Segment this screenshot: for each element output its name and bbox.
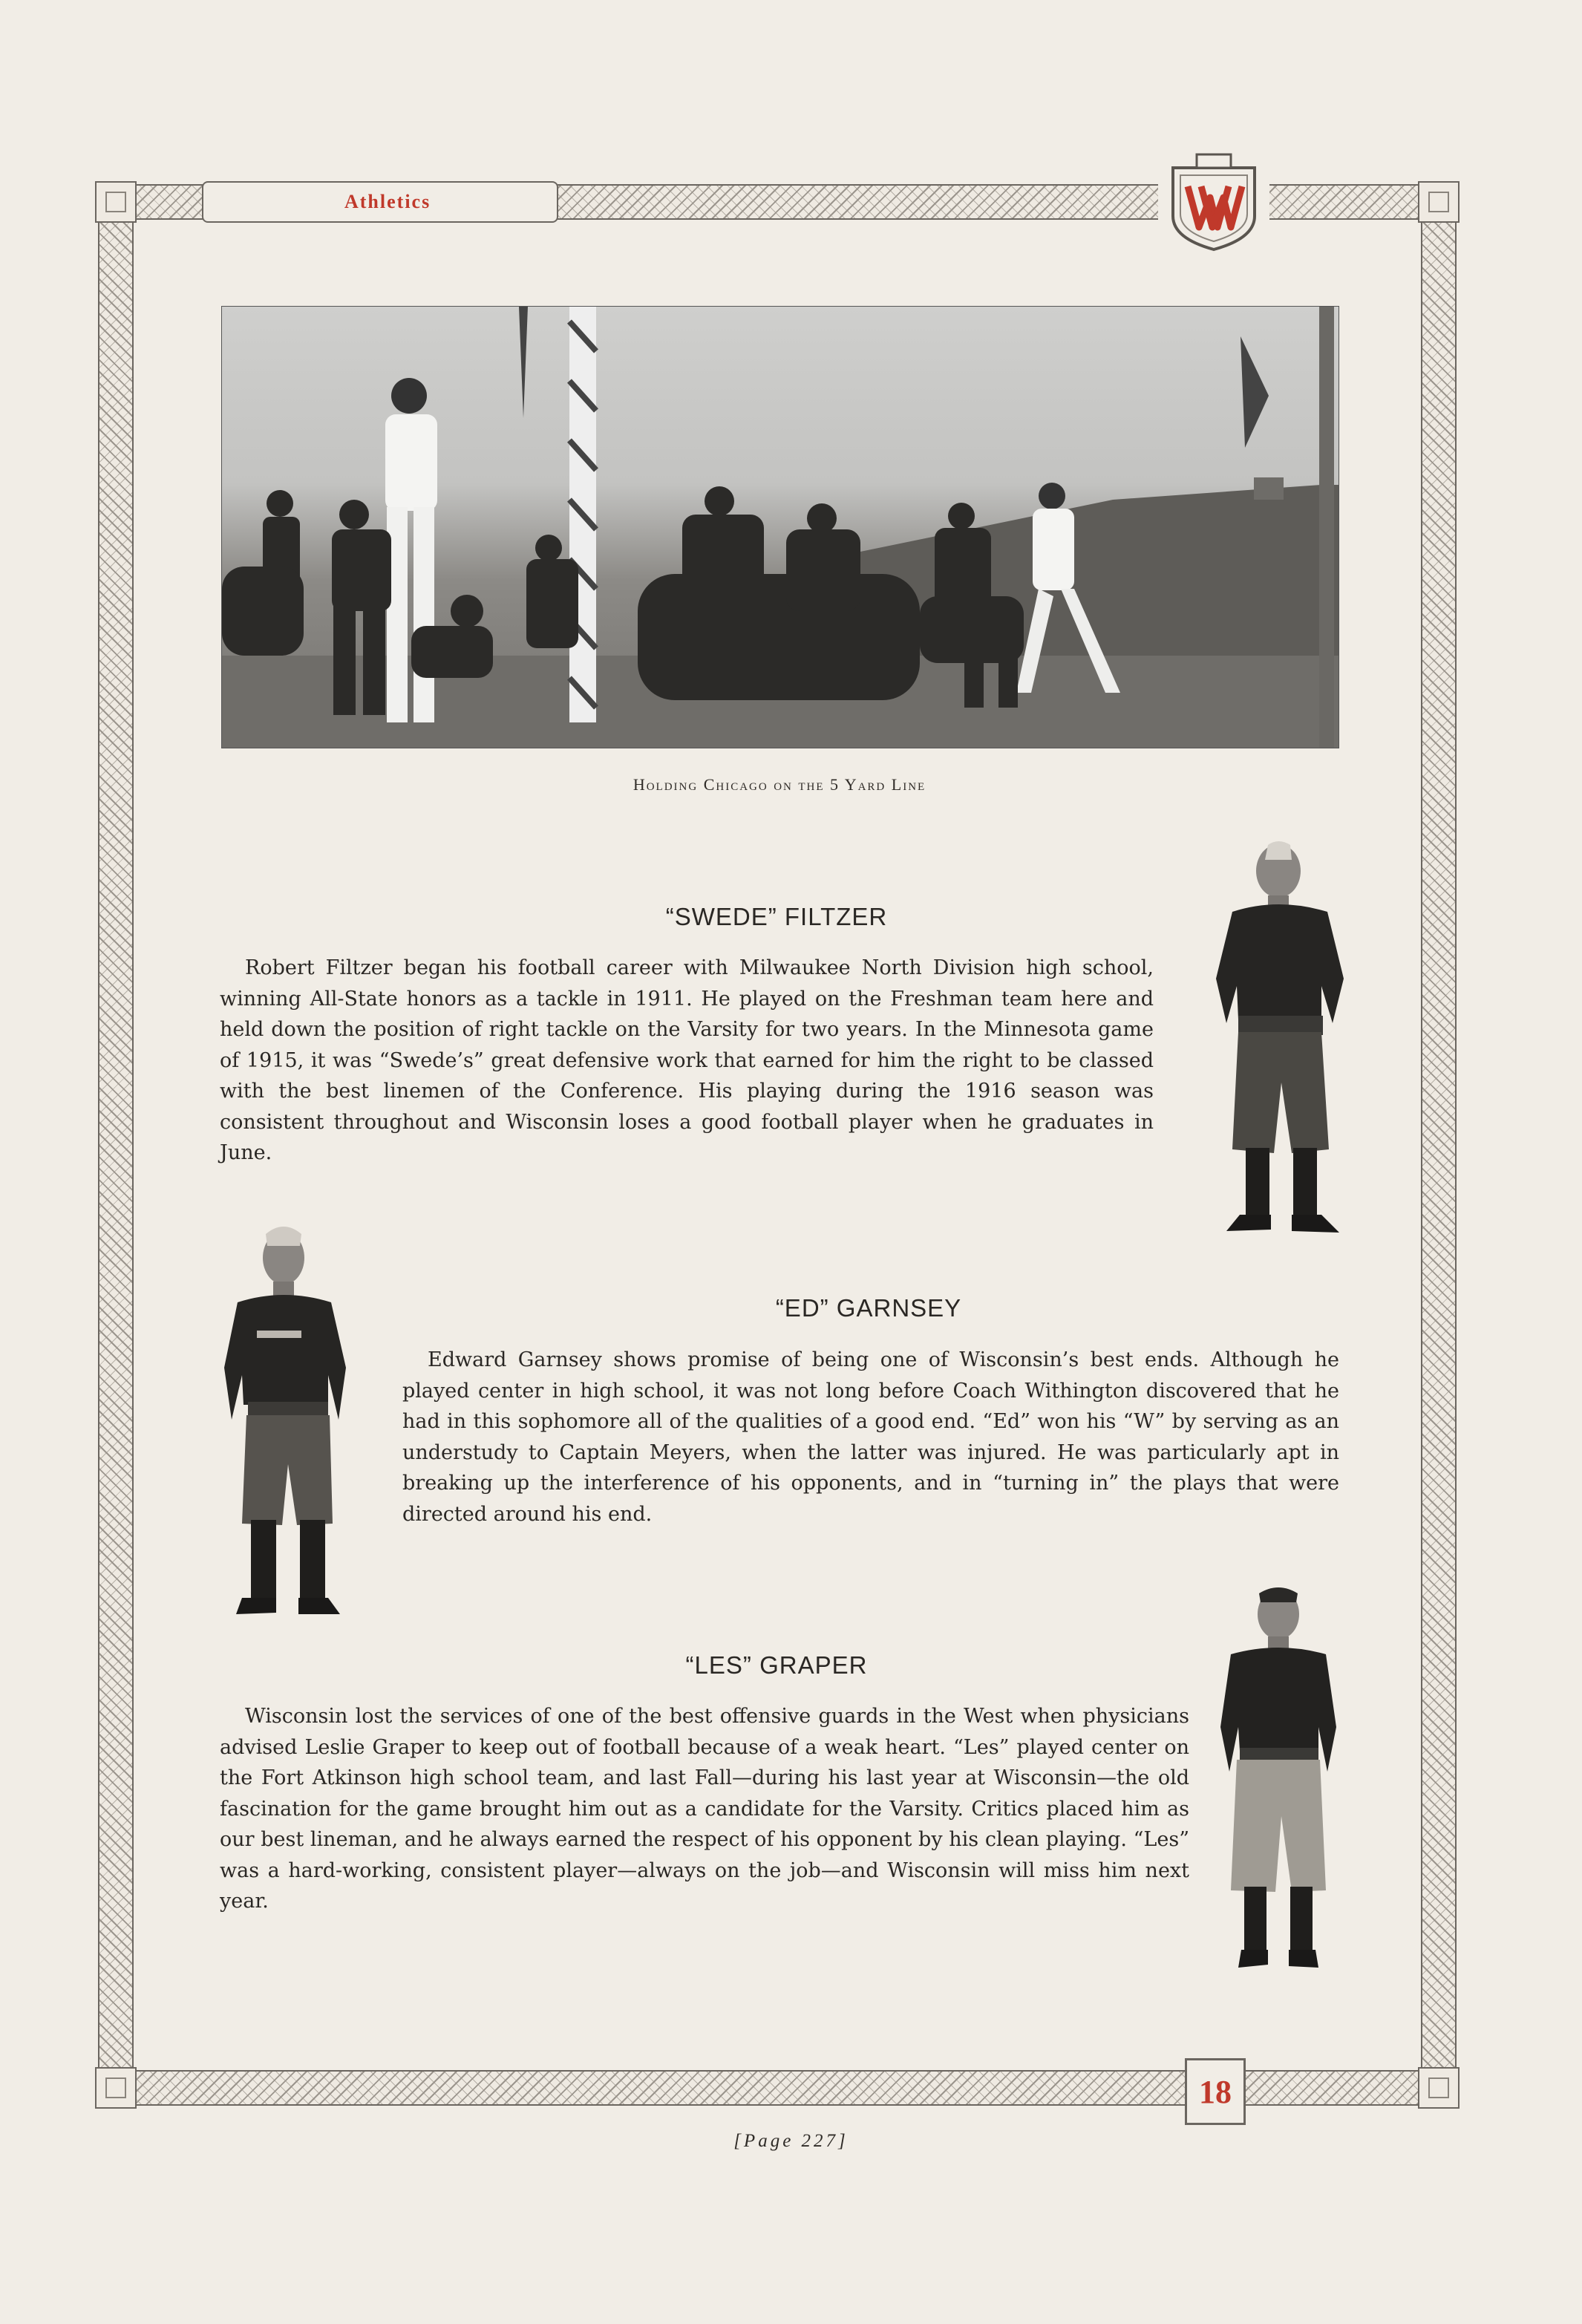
photo-caption: Holding Chicago on the 5 Yard Line: [633, 775, 926, 794]
page-number-badge-text: 18: [1199, 2073, 1232, 2110]
section-label: Athletics: [344, 191, 431, 212]
w-monogram-shield-icon: [1158, 146, 1269, 257]
player-photo-graper: [1215, 1579, 1342, 1972]
border-corner-bottom-right: [1418, 2067, 1460, 2109]
page-number-badge: [1185, 2058, 1246, 2125]
border-corner-bottom-left: [95, 2067, 137, 2109]
article-body-garnsey: Edward Garnsey shows promise of being one of Wisconsin’s best ends. Although he played center in high school, it was not long before Coach Withington discovered that he had in this sophomore all of the qualities of a good end. “Ed” won his “W” by serving as an understudy to Captain Meyers, when the latter was injured. He was particularly apt in breaking up the interference of his opponents, and in “turning in” the plays that were directed around his end.: [402, 1348, 1339, 1526]
article-title-graper: “LES” GRAPER: [685, 1651, 868, 1679]
article-body-filtzer: Robert Filtzer began his football career with Milwaukee North Division high school, winning All-State honors as a tackle in 1911. He played on the Freshman team here and held down the position of right tackle on the Varsity for two years. In the Minnesota game of 1915, it was “Swede’s” great defensive work that earned for him the right to be classed with the best linemen of the Conference. His playing during the 1916 season was consistent throughout and Wisconsin loses a good football player when he graduates in June.: [220, 956, 1154, 1164]
football-game-photo: [221, 306, 1339, 748]
article-title-garnsey: “ED” GARNSEY: [775, 1294, 962, 1322]
border-corner-top-left: [95, 181, 137, 223]
border-bottom: [98, 2070, 1457, 2106]
page-footer: [Page 227]: [733, 2131, 849, 2151]
player-photo-filtzer: [1203, 838, 1359, 1242]
player-photo-garnsey: [220, 1219, 365, 1622]
border-corner-top-right: [1418, 181, 1460, 223]
border-right: [1421, 220, 1457, 2070]
article-body-graper: Wisconsin lost the services of one of the best offensive guards in the West when physicians advised Leslie Graper to keep out of football because of a weak heart. “Les” played center on the Fort Atkinson high school team, and last Fall—during his last year at Wisconsin—the old fascination for the game brought him out as a candidate for the Varsity. Critics placed him as our best lineman, and he always earned the respect of his opponent by his clean playing. “Les” was a hard-working, consistent player—always on the job—and Wisconsin will miss him next year.: [220, 1705, 1189, 1913]
section-label-box: [202, 181, 558, 223]
border-left: [98, 220, 134, 2070]
article-title-filtzer: “SWEDE” FILTZER: [665, 903, 888, 930]
